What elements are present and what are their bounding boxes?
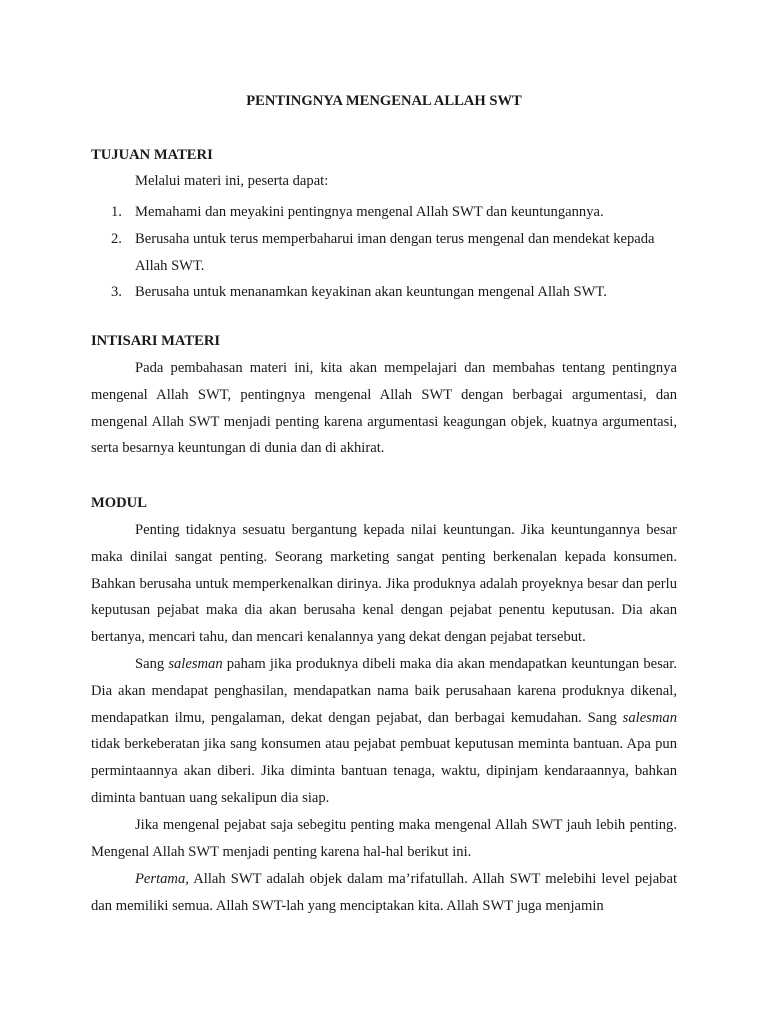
- list-number: 1.: [111, 204, 122, 220]
- objectives-list: [91, 199, 677, 306]
- list-item: [91, 199, 677, 226]
- modul-paragraph-3: Jika mengenal pejabat saja sebegitu penting maka mengenal Allah SWT jauh lebih penting. Mengenal Allah SWT menjadi penting karena hal-hal berikut ini.: [91, 817, 677, 860]
- modul-paragraph-1: Penting tidaknya sesuatu bergantung kepada nilai keuntungan. Jika keuntungannya besar maka dinilai sangat penting. Seorang marketing sangat penting berkenalan kepada konsumen. Bahkan berusaha untuk memperkenalkan dirinya. Jika produknya adalah proyeknya besar dan perlu keputusan pejabat maka dia akan berusaha kenal dengan pejabat penentu keputusan. Dia akan bertanya, mencari tahu, dan mencari kenalannya yang dekat dengan pejabat tersebut.: [91, 522, 677, 646]
- text-run: tidak berkeberatan jika sang konsumen atau pejabat pembuat keputusan meminta bantuan. Apa pun permintaannya akan diberi. Jika diminta bantuan tenaga, waktu, dipinjam kendaraannya, bahkan diminta bantuan uang sekalipun dia siap.: [91, 736, 677, 806]
- document-title: PENTINGNYA MENGENAL ALLAH SWT: [246, 93, 522, 109]
- italic-term: salesman: [622, 709, 677, 726]
- text-run: Allah SWT adalah objek dalam ma’rifatullah. Allah SWT melebihi level pejabat dan memiliki semua. Allah SWT-lah yang menciptakan kita. Allah SWT juga menjamin: [91, 871, 677, 914]
- list-item: [91, 279, 677, 306]
- list-text: Berusaha untuk menanamkan keyakinan akan keuntungan mengenal Allah SWT.: [135, 284, 607, 301]
- tujuan-intro: Melalui materi ini, peserta dapat:: [135, 173, 329, 189]
- modul-paragraph-2: [91, 651, 677, 812]
- italic-term: Pertama,: [135, 871, 189, 887]
- section-heading-modul: MODUL: [91, 495, 147, 511]
- italic-term: salesman: [168, 656, 223, 672]
- list-number: 3.: [111, 284, 122, 301]
- list-text: Berusaha untuk terus memperbaharui iman dengan terus mengenal dan mendekat kepada Allah SWT.: [135, 230, 655, 274]
- section-heading-tujuan: TUJUAN MATERI: [91, 147, 213, 163]
- section-heading-intisari: INTISARI MATERI: [91, 333, 221, 349]
- list-item: [91, 226, 677, 280]
- modul-paragraph-4: [91, 866, 677, 920]
- text-run: Sang: [135, 656, 169, 672]
- intisari-paragraph: Pada pembahasan materi ini, kita akan mempelajari dan membahas tentang pentingnya mengenal Allah SWT, pentingnya mengenal Allah SWT dengan berbagai argumentasi, dan mengenal Allah SWT menjadi penting karena argumentasi keagungan objek, kuatnya argumentasi, serta besarnya keuntungan di dunia dan di akhirat.: [91, 360, 677, 457]
- text-run: paham jika produknya dibeli maka dia akan mendapatkan keuntungan besar. Dia akan mendapat penghasilan, mendapatkan nama baik perusahaan karena produknya dikenal, mendapatkan ilmu, pengalaman, dekat dengan pejabat, dan berbagai kemudahan. Sang: [91, 656, 677, 726]
- list-text: Memahami dan meyakini pentingnya mengenal Allah SWT dan keuntungannya.: [135, 204, 604, 220]
- list-number: 2.: [111, 230, 122, 247]
